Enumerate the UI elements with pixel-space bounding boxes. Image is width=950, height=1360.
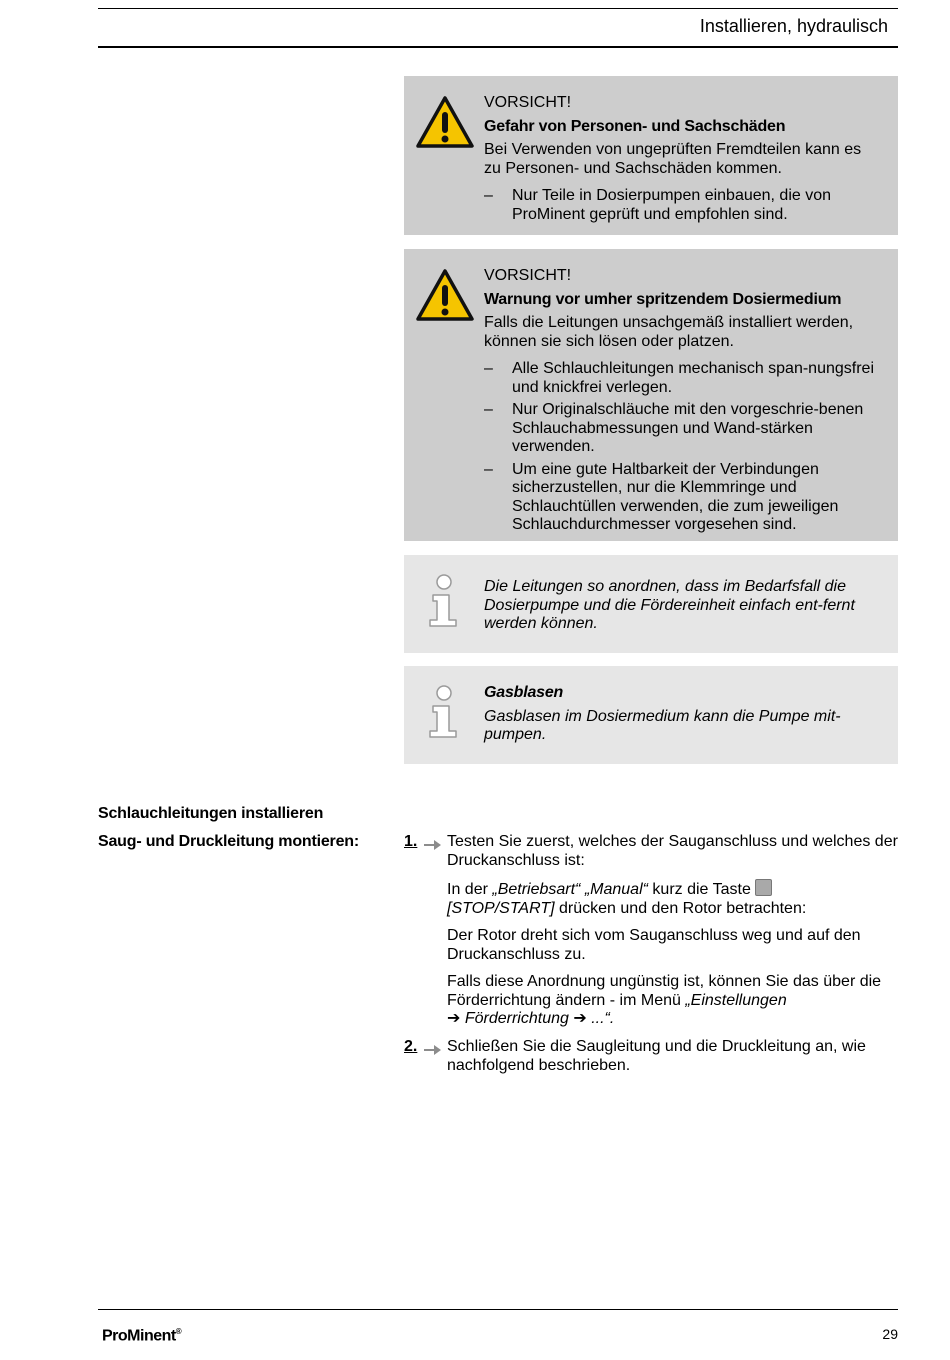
warning-heading: Warnung vor umher spritzendem Dosiermedium (484, 290, 842, 308)
instruction-step (404, 1038, 898, 1084)
footer-rule (98, 1309, 898, 1310)
note-heading: Gasblasen (484, 684, 564, 701)
page-header-title: Installieren, hydraulisch (699, 16, 888, 36)
step-text: In der (447, 881, 493, 898)
header-top-rule (98, 8, 898, 9)
warning-text: Bei Verwenden von ungeprüften Fremdteilen kann es zu Personen- und Sachschäden kommen. (484, 141, 862, 177)
step-number: 1. (404, 833, 418, 850)
warning-instruction: – Nur Originalschläuche mit den vorgeschrie-benen Schlauchabmessungen und Wand-stärken verwenden. (484, 401, 878, 457)
warning-heading: Gefahr von Personen- und Sachschäden (484, 117, 786, 135)
step-text: Falls diese Anordnung ungünstig ist, können Sie das über die Förderrichtung ändern - im Menü (447, 973, 882, 1009)
page-number: 29 (882, 1326, 898, 1342)
warning-triangle-icon (414, 267, 476, 323)
key-name: [STOP/START] (447, 899, 555, 917)
note-text: Gasblasen im Dosiermedium kann die Pumpe mit-pumpen. (484, 707, 841, 743)
step-arrow-icon (424, 839, 442, 851)
header-bottom-rule (98, 46, 898, 48)
warning-instructions (484, 360, 878, 535)
warning-instructions (484, 187, 878, 224)
logo-text: ProMinent (102, 1327, 176, 1345)
menu-path-end: ...“. (586, 1010, 615, 1027)
menu-arrow-icon: ➔ (447, 1010, 461, 1027)
section-heading: Schlauchleitungen installieren (98, 805, 324, 822)
menu-arrow-icon: ➔ (573, 1010, 587, 1027)
info-note-box (404, 666, 898, 764)
menu-path-direction: Förderrichtung (460, 1010, 574, 1027)
warning-text: Falls die Leitungen unsachgemäß installiert werden, können sie sich lösen oder platzen. (484, 314, 854, 350)
menu-path-operating-mode: „Betriebsart“ „Manual“ (492, 881, 648, 898)
warning-box (404, 249, 898, 541)
info-note-box (404, 555, 898, 653)
warning-label: VORSICHT! (484, 94, 572, 111)
stop-start-key-icon (755, 879, 772, 896)
warning-instruction: – Um eine gute Haltbarkeit der Verbindungen sicherzustellen, nur die Klemmringe und Schlauchtüllen verwenden, die zum jeweiligen Schlauchdurchmesser vorgesehen sind. (484, 461, 878, 535)
logo-registered-mark: ® (175, 1327, 182, 1336)
info-icon (426, 573, 462, 629)
warning-instruction: – Nur Teile in Dosierpumpen einbauen, die von ProMinent geprüft und empfohlen sind. (484, 187, 878, 224)
warning-box (404, 76, 898, 235)
prominent-logo (102, 1327, 181, 1345)
step-paragraph: Schließen Sie die Saugleitung und die Druckleitung an, wie nachfolgend beschrieben. (447, 1038, 866, 1074)
menu-path-settings: „Einstellungen (685, 991, 787, 1009)
instruction-step (404, 833, 898, 1038)
section-subheading: Saug- und Druckleitung montieren: (98, 833, 359, 850)
warning-instruction: – Alle Schlauchleitungen mechanisch span-nungsfrei und knickfrei verlegen. (484, 360, 878, 397)
step-number: 2. (404, 1038, 418, 1055)
step-arrow-icon (424, 1044, 442, 1056)
step-paragraph (447, 879, 898, 918)
warning-triangle-icon (414, 94, 476, 150)
step-text: drücken und den Rotor betrachten: (554, 899, 807, 917)
step-paragraph: Der Rotor dreht sich vom Sauganschluss weg und auf den Druckanschluss zu. (447, 927, 861, 963)
info-icon (426, 684, 462, 740)
warning-label: VORSICHT! (484, 267, 572, 284)
step-paragraph (447, 973, 898, 1029)
step-text: kurz die Taste (647, 881, 756, 898)
step-paragraph: Testen Sie zuerst, welches der Sauganschluss und welches der Druckanschluss ist: (447, 833, 898, 869)
note-text: Die Leitungen so anordnen, dass im Bedarfsfall die Dosierpumpe und die Fördereinheit einfach ent-fernt werden können. (484, 578, 855, 632)
